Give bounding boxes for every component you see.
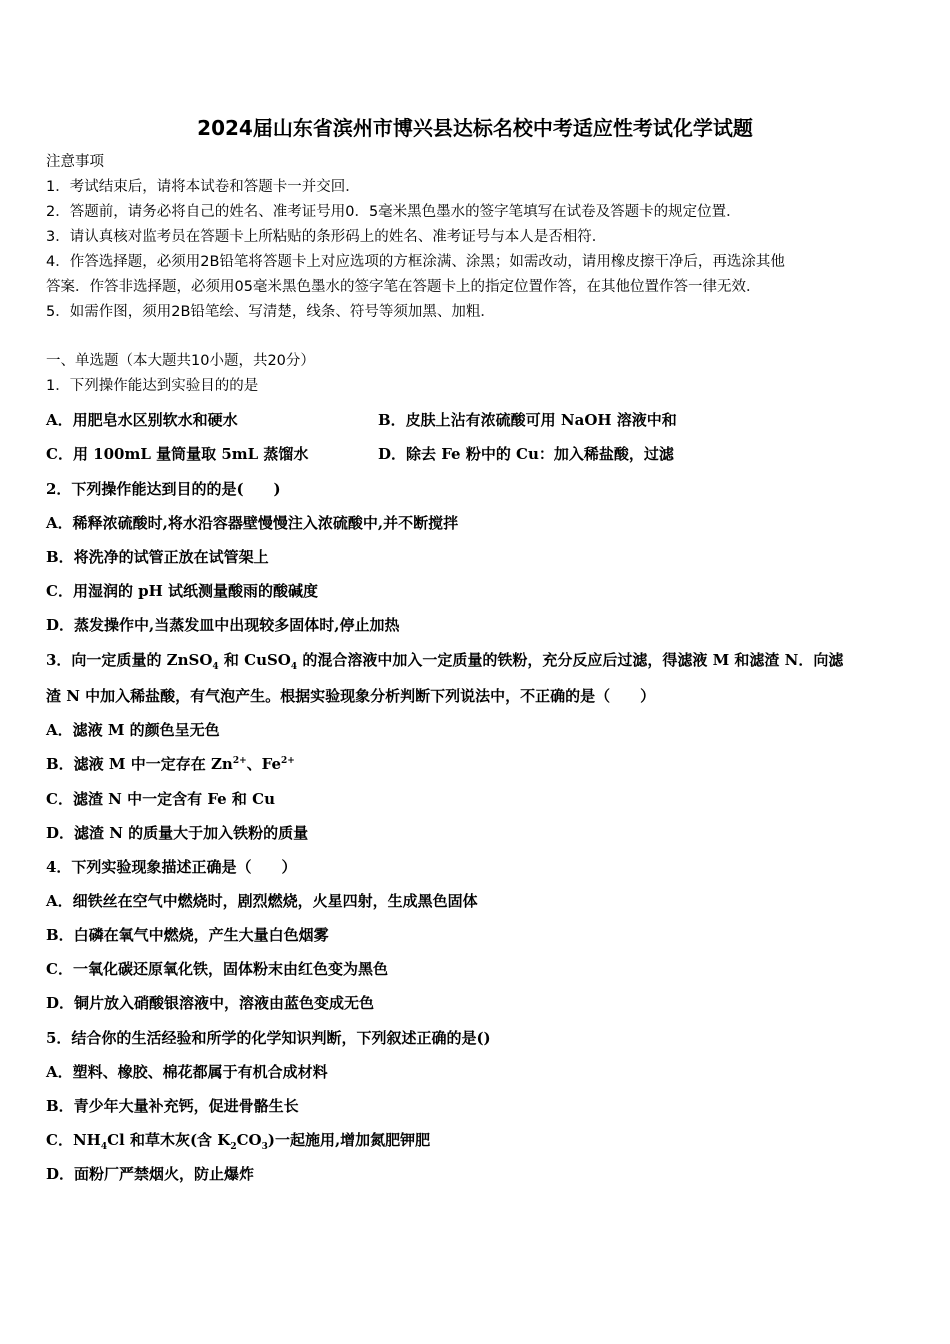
q1-stem: 1．下列操作能达到实验目的的是 — [46, 378, 259, 394]
q1-option-a: A．用肥皂水区别软水和硬水 — [46, 411, 238, 429]
q2-stem: 2．下列操作能达到目的的是( ) — [46, 480, 281, 498]
q4-option-c: C．一氧化碳还原氧化铁，固体粉末由红色变为黑色 — [46, 960, 388, 978]
notice-item-3: 3．请认真核对监考员在答题卡上所粘贴的条形码上的姓名、准考证号与本人是否相符． — [46, 229, 607, 245]
notice-item-5: 5．如需作图，须用2B铅笔绘、写清楚，线条、符号等须加黑、加粗． — [46, 304, 495, 320]
q3-option-a: A．滤液 M 的颜色呈无色 — [46, 721, 220, 739]
q4-option-a: A．细铁丝在空气中燃烧时，剧烈燃烧，火星四射，生成黑色固体 — [46, 892, 478, 910]
q1-option-d: D．除去 Fe 粉中的 Cu：加入稀盐酸，过滤 — [378, 445, 674, 463]
notice-item-4-cont: 答案．作答非选择题，必须用05毫米黑色墨水的签字笔在答题卡上的指定位置作答，在其他位置作答一律无效． — [46, 279, 761, 295]
q2-option-c: C．用湿润的 pH 试纸测量酸雨的酸碱度 — [46, 582, 319, 600]
q3-option-c: C．滤渣 N 中一定含有 Fe 和 Cu — [46, 790, 275, 808]
q2-option-a: A．稀释浓硫酸时,将水沿容器壁慢慢注入浓硫酸中,并不断搅拌 — [46, 514, 459, 532]
notice-item-1: 1．考试结束后，请将本试卷和答题卡一并交回． — [46, 179, 360, 195]
q5-stem: 5．结合你的生活经验和所学的化学知识判断，下列叙述正确的是() — [46, 1029, 491, 1047]
section-heading: 一、单选题（本大题共10小题，共20分） — [46, 353, 315, 369]
q5-option-c: C．$NH_4Cl$ 和草木灰(含 $K_2CO_3$)一起施用,增加氮肥钾肥 — [46, 1131, 431, 1152]
q3-option-d: D．滤渣 N 的质量大于加入铁粉的质量 — [46, 824, 309, 842]
q3-stem-line1: 3．向一定质量的 ZnSO$_4$ 和 CuSO$_4$ 的混合溶液中加入一定质量的铁粉，充分反应后过滤，得滤液 M 和滤渣 N．向滤 — [46, 651, 844, 672]
q5-option-d: D．面粉厂严禁烟火，防止爆炸 — [46, 1165, 255, 1183]
q4-option-b: B．白磷在氧气中燃烧，产生大量白色烟雾 — [46, 926, 329, 944]
q5-option-b: B．青少年大量补充钙，促进骨骼生长 — [46, 1097, 299, 1115]
notice-heading: 注意事项 — [46, 154, 104, 170]
exam-title: 2024届山东省滨州市博兴县达标名校中考适应性考试化学试题 — [197, 116, 753, 140]
q4-stem: 4．下列实验现象描述正确是（ ） — [46, 858, 297, 876]
notice-item-2: 2．答题前，请务必将自己的姓名、准考证号用0．5毫米黑色墨水的签字笔填写在试卷及答题卡的规定位置． — [46, 204, 741, 220]
q3-option-b: B．滤液 M 中一定存在 $Zn^{2+}$、$Fe^{2+}$ — [46, 755, 295, 773]
q4-option-d: D．铜片放入硝酸银溶液中，溶液由蓝色变成无色 — [46, 994, 375, 1012]
q3-stem-line2: 渣 N 中加入稀盐酸，有气泡产生。根据实验现象分析判断下列说法中，不正确的是（ ） — [46, 687, 656, 705]
q2-option-b: B．将洗净的试管正放在试管架上 — [46, 548, 269, 566]
notice-item-4: 4．作答选择题，必须用2B铅笔将答题卡上对应选项的方框涂满、涂黑；如需改动，请用橡皮擦干净后，再选涂其他 — [46, 254, 785, 270]
q5-option-a: A．塑料、橡胶、棉花都属于有机合成材料 — [46, 1063, 328, 1081]
q1-option-c: C．用 100mL 量筒量取 5mL 蒸馏水 — [46, 445, 309, 463]
q1-option-b: B．皮肤上沾有浓硫酸可用 NaOH 溶液中和 — [378, 411, 677, 429]
q2-option-d: D．蒸发操作中,当蒸发皿中出现较多固体时,停止加热 — [46, 616, 400, 634]
